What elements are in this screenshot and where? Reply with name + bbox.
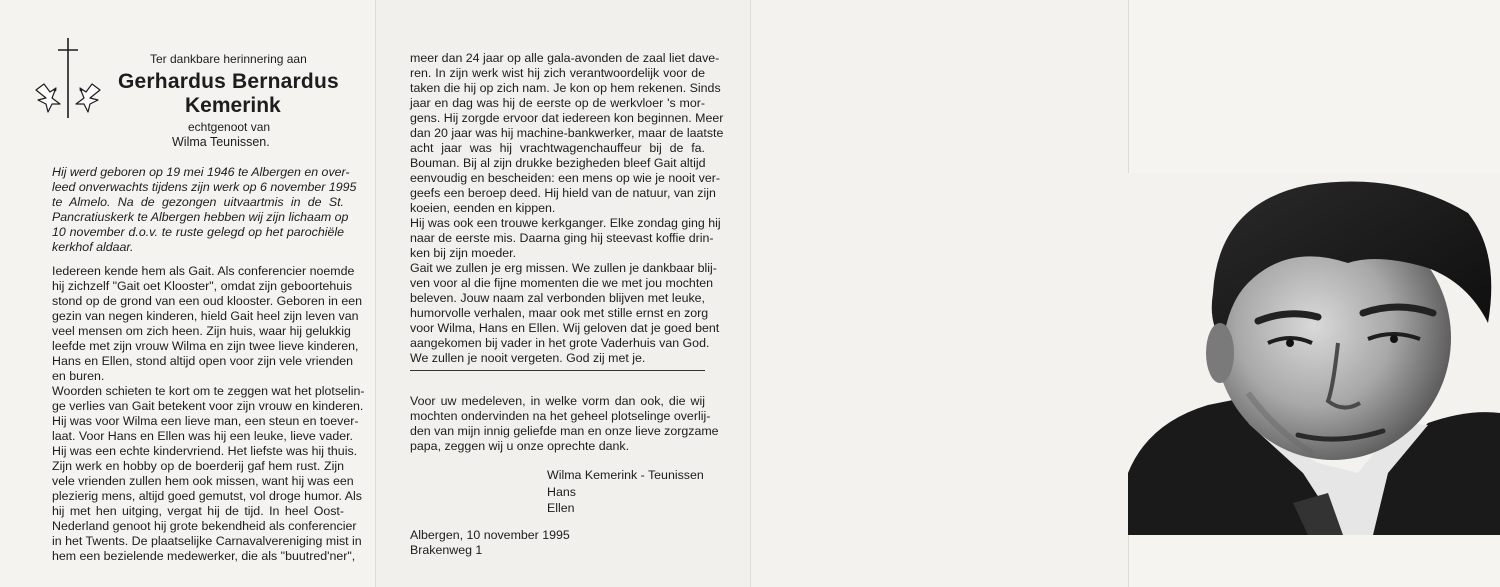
- cross-with-doves-icon: [30, 34, 110, 129]
- text-line: den van mijn innig geliefde man en onze lieve zorgzame: [410, 424, 719, 438]
- text-line: Voor uw medeleven, in welke vorm dan ook, die wij: [410, 394, 705, 408]
- text-line: leefde met zijn vrouw Wilma en zijn twee lieve kinderen,: [52, 339, 359, 353]
- card-panel-blank: [750, 0, 1128, 587]
- text-line: naar de eerste mis. Daarna ging hij steevast koffie drin-: [410, 231, 714, 245]
- address: Brakenweg 1: [410, 543, 483, 557]
- thanks-paragraph: [410, 394, 719, 454]
- text-line: Iedereen kende hem als Gait. Als conferencier noemde: [52, 264, 355, 278]
- text-line: ren. In zijn werk wist hij zich verantwoordelijk voor de: [410, 66, 705, 80]
- text-line: hij zichzelf "Gait oet Klooster", omdat zijn geboortehuis: [52, 279, 353, 293]
- text-line: hij met hen uitging, vergat hij de tijd. In heel Oost-: [52, 504, 344, 518]
- text-line: Gait we zullen je erg missen. We zullen je dankbaar blij-: [410, 261, 717, 275]
- text-line: stond op de grond van een oud klooster. Geboren in een: [52, 294, 362, 308]
- text-line: ken bij zijn moeder.: [410, 246, 517, 260]
- text-line: gezin van negen kinderen, hield Gait heel zijn leven van: [52, 309, 359, 323]
- text-line: Hans en Ellen, stond altijd open voor zijn vele vrienden: [52, 354, 353, 368]
- text-line: meer dan 24 jaar op alle gala-avonden de zaal liet dave-: [410, 51, 720, 65]
- text-line: humorvolle verhalen, maar ook met stille ernst en zorg: [410, 306, 709, 320]
- text-line: Woorden schieten te kort om te zeggen wat het plotselin-: [52, 384, 365, 398]
- text-line: gens. Hij zorgde ervoor dat iedereen kon beginnen. Meer: [410, 111, 724, 125]
- text-line: eenvoudig en bescheiden: een mens op wie je nooit ver-: [410, 171, 720, 185]
- text-line: Hij was een echte kindervriend. Het liefste was hij thuis.: [52, 444, 358, 458]
- text-line: acht jaar was hij vrachtwagenchauffeur bij de fa.: [410, 141, 705, 155]
- deceased-name-last: Kemerink: [185, 94, 281, 117]
- divider-line: [410, 370, 705, 371]
- text-line: veel mensen om zich heen. Zijn huis, waar hij gelukkig: [52, 324, 351, 338]
- text-line: Pancratiuskerk te Albergen hebben wij zijn lichaam op: [52, 210, 349, 224]
- text-line: vele vrienden zullen hem ook missen, want hij was een: [52, 474, 354, 488]
- text-line: kerkhof aldaar.: [52, 240, 134, 254]
- text-line: Nederland genoot hij grote bekendheid als conferencier: [52, 519, 357, 533]
- tribute-text-column-2: [410, 51, 724, 366]
- text-line: ven voor al die fijne momenten die we met jou mochten: [410, 276, 714, 290]
- signer: Ellen: [547, 501, 575, 515]
- text-line: Hij was ook een trouwe kerkganger. Elke zondag ging hij: [410, 216, 721, 230]
- text-line: We zullen je nooit vergeten. God zij met je.: [410, 351, 646, 365]
- text-line: Hij was voor Wilma een lieve man, een steun en toever-: [52, 414, 359, 428]
- text-line: mochten ondervinden na het geheel plotselinge overlij-: [410, 409, 711, 423]
- text-line: te Almelo. Na de gezongen uitvaartmis in de St.: [52, 195, 344, 209]
- text-line: Zijn werk en hobby op de boerderij gaf hem rust. Zijn: [52, 459, 344, 473]
- text-line: hem een bezielende medewerker, die als "buutred'ner",: [52, 549, 356, 563]
- signer: Hans: [547, 484, 576, 499]
- text-line: ge verlies van Gait betekent voor zijn vrouw en kinderen.: [52, 399, 364, 413]
- text-line: 10 november d.o.v. te ruste gelegd op het parochiële: [52, 225, 344, 239]
- text-line: en buren.: [52, 369, 105, 383]
- text-line: dan 20 jaar was hij machine-bankwerker, maar de laatste: [410, 126, 724, 140]
- text-line: beleven. Jouw naam zal verbonden blijven met leuke,: [410, 291, 705, 305]
- signers-list: [547, 467, 704, 517]
- biography-paragraph: [52, 165, 357, 255]
- spouse-name: Wilma Teunissen.: [172, 135, 270, 149]
- text-line: taken die hij op zich nam. Je kon op hem rekenen. Sinds: [410, 81, 721, 95]
- signer: Wilma Kemerink - Teunissen: [547, 468, 704, 482]
- text-line: jaar en dag was hij de eerste op de werkvloer 's mor-: [410, 96, 705, 110]
- text-line: papa, zeggen wij u onze oprechte dank.: [410, 439, 630, 453]
- fold-line: [375, 0, 376, 587]
- portrait-photo: [1128, 173, 1500, 535]
- text-line: voor Wilma, Hans en Ellen. Wij geloven dat je goed bent: [410, 321, 720, 335]
- text-line: Hij werd geboren op 19 mei 1946 te Albergen en over-: [52, 165, 350, 179]
- text-line: aangekomen bij vader in het grote Vaderhuis van God.: [410, 336, 710, 350]
- spouse-of-label: echtgenoot van: [188, 120, 271, 134]
- text-line: plezierig mens, altijd goed gemutst, vol droge humor. Als: [52, 489, 362, 503]
- text-line: laat. Voor Hans en Ellen was hij een leuke, lieve vader.: [52, 429, 353, 443]
- text-line: leed onverwachts tijdens zijn werk op 6 november 1995: [52, 180, 357, 194]
- fold-line: [750, 0, 751, 587]
- deceased-name-first: Gerhardus Bernardus: [118, 70, 339, 93]
- text-line: geefs een beroep deed. Hij hield van de natuur, van zijn: [410, 186, 716, 200]
- text-line: koeien, eenden en kippen.: [410, 201, 556, 215]
- text-line: in het Twents. De plaatselijke Carnavalvereniging mist in: [52, 534, 362, 548]
- intro-text: Ter dankbare herinnering aan: [150, 52, 307, 66]
- tribute-text-column-1: [52, 264, 365, 564]
- place-date: Albergen, 10 november 1995: [410, 528, 570, 542]
- text-line: Bouman. Bij al zijn drukke bezigheden bleef Gait altijd: [410, 156, 706, 170]
